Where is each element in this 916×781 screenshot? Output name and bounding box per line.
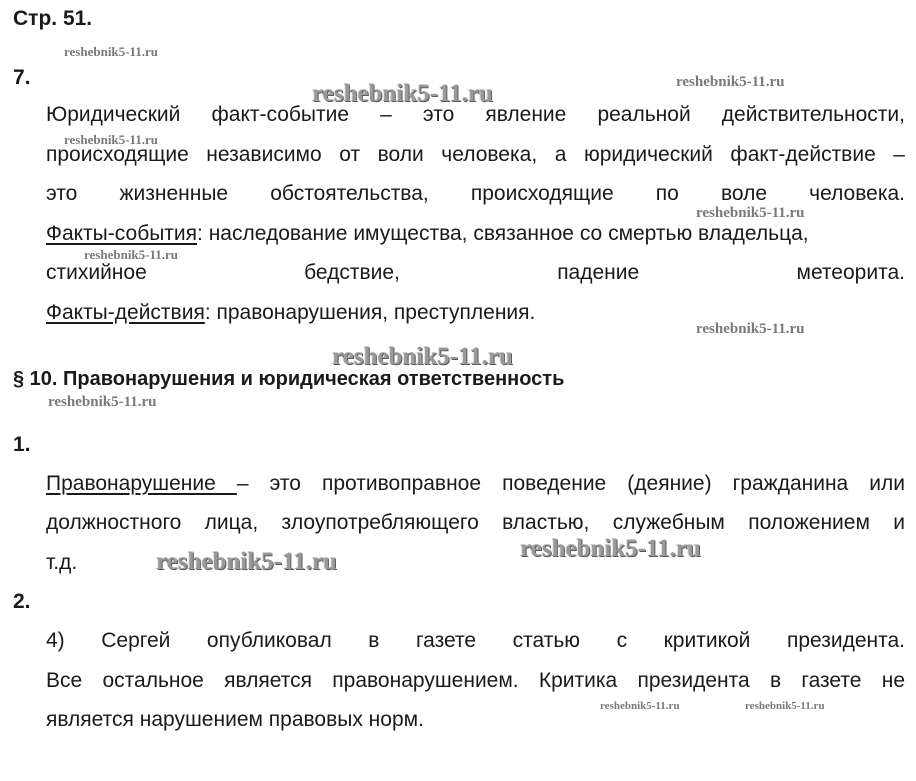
task2-line-1: 4) Сергей опубликовал в газете статью с критикой президента. [46,629,905,652]
task1-line-3: т.д. [46,551,78,574]
watermark: reshebnik5-11.ru [84,247,179,262]
watermark: reshebnik5-11.ru [520,535,701,562]
task7-line-1: Юридический факт-событие – это явление реальной действительности, [46,103,905,126]
task7-line-3: это жизненные обстоятельства, происходящие по воле человека. [46,182,905,205]
watermark: reshebnik5-11.ru [696,321,805,337]
watermark: reshebnik5-11.ru [745,700,825,712]
watermark: reshebnik5-11.ru [156,548,337,575]
watermark: reshebnik5-11.ru [332,343,513,370]
term-definition: – это противоправное поведение (деяние) гражданина или [236,472,906,495]
word-3: падение [557,261,640,284]
task1-line-2: должностного лица, злоупотребляющего властью, служебным положением и [46,511,905,534]
watermark: reshebnik5-11.ru [64,132,159,147]
word-4: метеорита. [796,261,905,284]
section-title: § 10. Правонарушения и юридическая ответственность [13,368,565,390]
term-offense: Правонарушение [46,472,237,495]
facts-events-text: : наследование имущества, связанное со смертью владельца, [197,222,809,245]
watermark: reshebnik5-11.ru [64,44,159,59]
watermark: reshebnik5-11.ru [676,74,785,90]
task2-line-2: Все остальное является правонарушением. Критика президента в газете не [46,669,905,692]
page-label: Стр. 51. [13,7,93,30]
task-number-1: 1. [13,433,31,456]
watermark: reshebnik5-11.ru [48,394,157,410]
facts-events-line [46,222,809,246]
watermark: reshebnik5-11.ru [312,80,493,107]
facts-events-label: Факты-события [46,222,198,245]
task-number-7: 7. [13,66,31,89]
task7-line-2: происходящие независимо от воли человека, а юридический факт-действие – [46,143,905,166]
word-1: стихийное [46,261,147,284]
word-2: бедствие, [304,261,400,284]
task2-line-3: является нарушением правовых норм. [46,708,424,731]
facts-events-line-2 [46,261,905,285]
facts-actions-label: Факты-действия [46,301,205,324]
watermark: reshebnik5-11.ru [600,700,680,712]
facts-actions-line [46,301,535,325]
watermark: reshebnik5-11.ru [696,205,805,221]
facts-actions-text: : правонарушения, преступления. [204,301,536,324]
task-number-2: 2. [13,590,31,613]
task1-line-1 [46,472,905,496]
